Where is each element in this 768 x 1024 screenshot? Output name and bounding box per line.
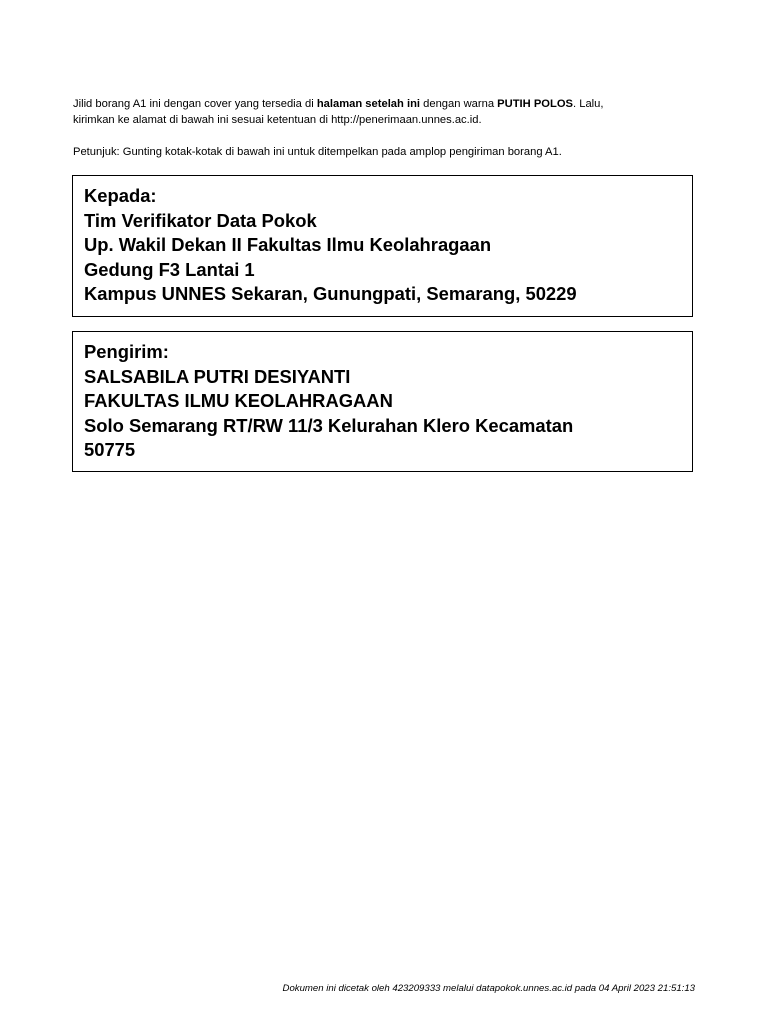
intro-line-2: kirimkan ke alamat di bawah ini sesuai ketentuan di http://penerimaan.unnes.ac.id.: [73, 114, 482, 126]
intro-text-part-3: . Lalu,: [573, 98, 604, 110]
sender-address-line-2: 50775: [84, 439, 136, 461]
recipient-address-box: [72, 175, 693, 317]
recipient-heading: Kepada:: [84, 185, 157, 206]
sender-name: SALSABILA PUTRI DESIYANTI: [84, 365, 351, 387]
sender-heading: Pengirim:: [84, 341, 169, 362]
cutting-instruction: Petunjuk: Gunting kotak-kotak di bawah ini untuk ditempelkan pada amplop pengiriman borang A1.: [73, 146, 562, 158]
intro-paragraph: [73, 96, 703, 128]
sender-address-line-1: Solo Semarang RT/RW 11/3 Kelurahan Klero Kecamatan: [84, 414, 574, 436]
intro-bold-color: PUTIH POLOS: [497, 98, 574, 110]
intro-text-part-1: Jilid borang A1 ini dengan cover yang tersedia di: [73, 98, 317, 110]
sender-faculty: FAKULTAS ILMU KEOLAHRAGAAN: [84, 390, 393, 412]
recipient-line-team: Tim Verifikator Data Pokok: [84, 209, 317, 231]
recipient-line-building: Gedung F3 Lantai 1: [84, 258, 255, 280]
print-footer-note: Dokumen ini dicetak oleh 423209333 melalui datapokok.unnes.ac.id pada 04 April 2023 21:51:13: [282, 983, 695, 994]
intro-line-1: [73, 96, 703, 112]
intro-text-part-2: dengan warna: [420, 98, 498, 110]
recipient-line-campus: Kampus UNNES Sekaran, Gunungpati, Semarang, 50229: [84, 283, 577, 305]
sender-address-box: [72, 331, 693, 472]
intro-bold-halaman: halaman setelah ini: [316, 98, 421, 110]
recipient-line-attention: Up. Wakil Dekan II Fakultas Ilmu Keolahragaan: [84, 234, 492, 256]
